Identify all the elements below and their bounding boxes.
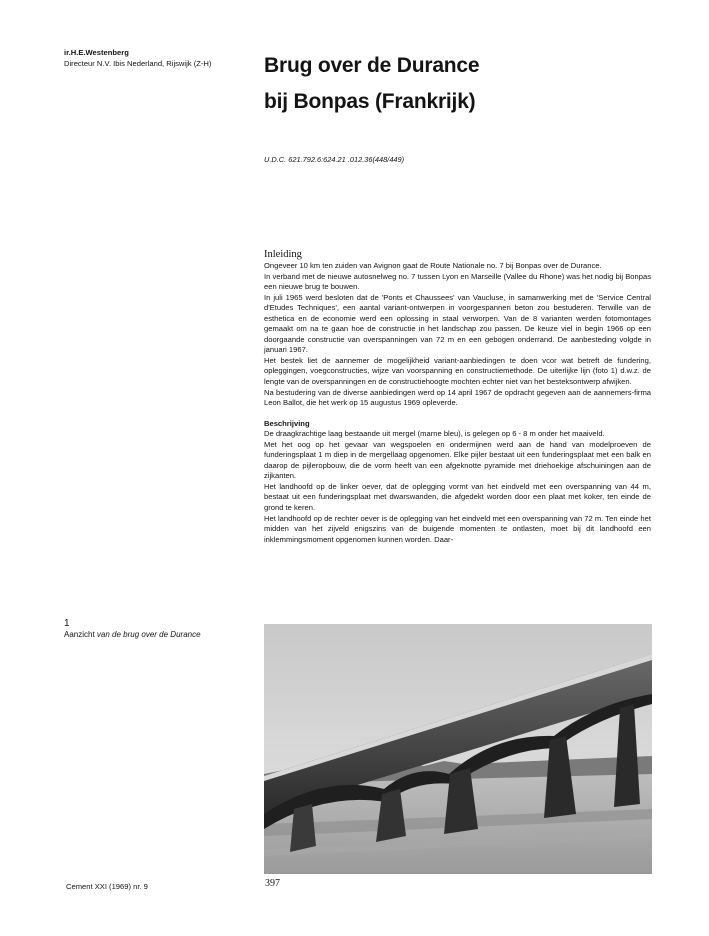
paragraph: Met het oog op het gevaar van wegspoelen en ondermijnen werd aan de hand van modelproeven de funderingsplaat 1 m diep in de mergellaag opgenomen. Elke pijler bestaat uit een funderingsplaat met een balk en daarop de pijleropbouw, die de vorm heeft van een afgeknotte pyramide met driehoekige afschuiningen aan de zijkanten. <box>264 439 651 481</box>
udc-code: U.D.C. 621.792.6:624.21 .012.36(448/449) <box>264 155 405 164</box>
paragraph: De draagkrachtige laag bestaande uit mergel (marne bleu), is gelegen op 6 - 8 m onder het maaiveld. <box>264 429 605 439</box>
author-affiliation: Directeur N.V. Ibis Nederland, Rijswijk (Z-H) <box>64 59 212 68</box>
title-line-2: bij Bonpas (Frankrijk) <box>264 90 476 113</box>
paragraph: Ongeveer 10 km ten zuiden van Avignon gaat de Route Nationale no. 7 bij Bonpas over de Durance. <box>264 261 602 270</box>
caption-prefix: Aanzicht <box>64 630 95 639</box>
figure-caption <box>64 618 254 640</box>
paragraph: In juli 1965 werd besloten dat de 'Ponts et Chaussees' van Vaucluse, in samanwerking met de 'Service Central d'Etudes Techniques', een aantal variant-ontwerpen in voorgespannen beton zou bestuderen. Terwille van de esthetica en de economie werd een oplossing in staal verworpen. Van de 8 varianten werden fotomontages gemaakt om na te gaan hoe de constructie in het landschap zou passen. De keuze viel in begin 1966 op een doorgaande constructie van overspanningen van 72 m en een gebogen onderrand. De aanbesteding volgde in januari 1967. <box>264 292 651 355</box>
article-body <box>264 248 651 545</box>
title-line-1: Brug over de Durance <box>264 54 480 77</box>
paragraph: Het bestek liet de aannemer de mogelijkheid variant-aanbiedingen te doen vcor wat betreft de fundering, opleggingen, voegconstructies, wijze van voorspanning en constructiemethode. De uiterlijke lijn (foto 1) d.w.z. de lengte van de overspanningen en de constructiehoogte mochten echter niet van het besteksontwerp afwijken. <box>264 355 651 387</box>
section-heading-beschrijving: Beschrijving <box>264 418 310 428</box>
article-title <box>264 48 694 120</box>
page-number: 397 <box>265 878 280 889</box>
author-block <box>64 47 264 69</box>
author-name: ir.H.E.Westenberg <box>64 48 129 57</box>
caption-text: van de brug over de Durance <box>96 630 201 639</box>
paragraph: Na bestudering van de diverse aanbiedingen werd op 14 april 1967 de opdracht gegeven aan de aannemers-firma Leon Ballot, die het werk op 15 augustus 1969 opleverde. <box>264 387 651 408</box>
paragraph: Het landhoofd op de linker oever, dat de oplegging vormt van het eindveld met een overspanning van 44 m, bestaat uit een funderingsplaat met dwarswanden, die afgedekt worden door een plaat met koker, ten einde de grond te keren. <box>264 481 651 513</box>
section-heading-inleiding: Inleiding <box>264 249 302 260</box>
bridge-photo <box>264 624 652 874</box>
figure-number: 1 <box>64 618 70 629</box>
journal-footer: Cement XXI (1969) nr. 9 <box>66 882 148 891</box>
paragraph: In verband met de nieuwe autosnelweg no. 7 tussen Lyon en Marseille (Vallee du Rhone) was het nodig bij Bonpas een nieuwe brug te bouwen. <box>264 271 651 292</box>
paragraph: Het landhoofd op de rechter oever is de oplegging van het eindveld met een overspanning van 72 m. Ten einde het midden van het zijveld enigszins van de buigende momenten te ontlasten, moet bij dit landhoofd een inklemmingsmoment opgenomen kunnen worden. Daar- <box>264 513 651 544</box>
